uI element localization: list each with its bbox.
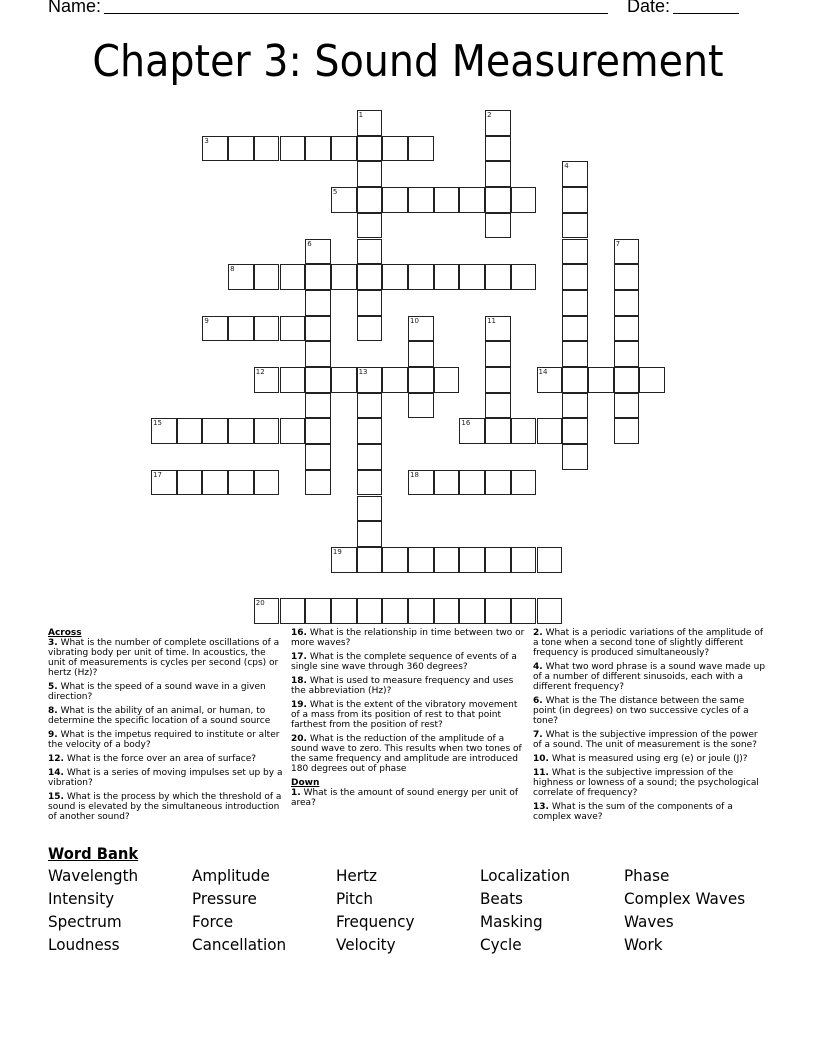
grid-cell[interactable] <box>408 316 434 342</box>
cell-number: 14 <box>538 368 548 376</box>
grid-cell[interactable] <box>408 136 434 162</box>
grid-cell[interactable] <box>459 470 485 496</box>
grid-cell[interactable] <box>562 341 588 367</box>
grid-cell[interactable] <box>357 136 383 162</box>
grid-cell[interactable] <box>408 367 434 393</box>
grid-cell[interactable] <box>357 496 383 522</box>
cell-number: 16 <box>461 419 471 428</box>
clue-across-9: 9. What is the impetus required to institute or alter the velocity of a body? <box>48 730 280 750</box>
grid-cell[interactable] <box>305 341 331 367</box>
clue-across-8: 8. What is the ability of an animal, or human, to determine the specific location of a sound source <box>48 706 271 726</box>
clue-across-17: 17. What is the complete sequence of events of a single sine wave through 360 degrees? <box>291 652 517 672</box>
grid-cell[interactable] <box>485 418 511 444</box>
cell-number: 4 <box>564 162 569 171</box>
grid-cell[interactable] <box>305 444 331 470</box>
grid-cell[interactable] <box>357 290 383 316</box>
grid-cell[interactable] <box>562 290 588 316</box>
name-label: Name: <box>48 0 102 16</box>
grid-cell[interactable] <box>382 547 408 573</box>
grid-cell[interactable] <box>562 213 588 239</box>
grid-cell[interactable] <box>485 393 511 419</box>
grid-cell[interactable] <box>434 470 460 496</box>
grid-cell[interactable] <box>357 418 383 444</box>
cell-number: 19 <box>332 547 342 556</box>
cell-number: 12 <box>255 368 265 376</box>
grid-cell[interactable] <box>357 444 383 470</box>
grid-cell[interactable] <box>305 264 331 290</box>
grid-cell[interactable] <box>254 264 280 290</box>
grid-cell[interactable] <box>511 418 537 444</box>
grid-cell[interactable] <box>331 264 357 290</box>
grid-cell[interactable] <box>537 367 563 393</box>
grid-cell[interactable] <box>357 187 383 213</box>
grid-cell[interactable] <box>305 367 331 393</box>
grid-cell[interactable] <box>228 470 254 496</box>
word-bank-item: Complex Waves <box>624 889 746 908</box>
cell-number: 5 <box>332 188 338 197</box>
grid-cell[interactable] <box>614 367 640 393</box>
word-bank-item: Pitch <box>336 889 374 908</box>
cell-number: 20 <box>255 599 265 608</box>
grid-cell[interactable] <box>511 264 537 290</box>
word-bank-item: Velocity <box>336 935 396 954</box>
grid-cell[interactable] <box>562 367 588 393</box>
grid-cell[interactable] <box>614 393 640 419</box>
word-bank-item: Work <box>624 935 663 954</box>
grid-cell[interactable] <box>177 418 203 444</box>
grid-cell[interactable] <box>434 598 460 624</box>
grid-cell[interactable] <box>408 264 434 290</box>
clue-across-3: 3. What is the number of complete oscillations of a vibrating body per unit of time. In acoustics, the unit of measurements is cycles per second (cps) or hertz (Hz)? <box>48 638 280 678</box>
name-field[interactable] <box>104 13 608 14</box>
word-bank-item: Hertz <box>336 866 377 885</box>
grid-cell[interactable] <box>305 136 331 162</box>
grid-cell[interactable] <box>434 367 460 393</box>
grid-cell[interactable] <box>562 316 588 342</box>
grid-cell[interactable] <box>639 367 665 393</box>
grid-cell[interactable] <box>485 547 511 573</box>
grid-cell[interactable] <box>254 136 280 162</box>
crossword-grid <box>151 110 671 630</box>
grid-cell[interactable] <box>254 470 280 496</box>
grid-cell[interactable] <box>280 316 306 342</box>
cell-number: 17 <box>153 470 162 479</box>
grid-cell[interactable] <box>485 470 511 496</box>
clues-column-1 <box>48 628 283 826</box>
clue-across-20: 20. What is the reduction of the amplitude of a sound wave to zero. This results when two tones of the same frequency and amplitude are introduced 180 degrees out of phase <box>291 734 522 774</box>
word-bank-item: Force <box>192 912 234 931</box>
grid-cell[interactable] <box>408 547 434 573</box>
word-bank-item: Localization <box>480 866 571 885</box>
cell-number: 6 <box>307 239 312 248</box>
grid-cell[interactable] <box>614 316 640 342</box>
grid-cell[interactable] <box>331 547 357 573</box>
grid-cell[interactable] <box>562 161 588 187</box>
word-bank-item: Spectrum <box>48 912 122 931</box>
clue-down-11: 11. What is the subjective impression of the highness or lowness of a sound; the psychological correlate of frequency? <box>533 768 759 798</box>
grid-cell[interactable] <box>357 316 383 342</box>
grid-cell[interactable] <box>202 316 228 342</box>
across-heading: Across <box>48 628 82 638</box>
grid-cell[interactable] <box>459 264 485 290</box>
grid-cell[interactable] <box>485 110 511 136</box>
grid-cell[interactable] <box>382 264 408 290</box>
clue-down-13: 13. What is the sum of the components of a complex wave? <box>533 802 733 822</box>
word-bank-list <box>48 865 778 956</box>
grid-cell[interactable] <box>357 239 383 265</box>
grid-cell[interactable] <box>305 290 331 316</box>
grid-cell[interactable] <box>305 418 331 444</box>
grid-cell[interactable] <box>357 161 383 187</box>
grid-cell[interactable] <box>331 136 357 162</box>
cell-number: 7 <box>615 239 621 248</box>
grid-cell[interactable] <box>151 470 177 496</box>
grid-cell[interactable] <box>511 547 537 573</box>
clue-across-5: 5. What is the speed of a sound wave in a given direction? <box>48 682 266 702</box>
grid-cell[interactable] <box>408 187 434 213</box>
clue-across-15: 15. What is the process by which the threshold of a sound is elevated by the simultaneous introduction of another sound? <box>48 792 282 822</box>
clues-column-2 <box>291 628 526 812</box>
grid-cell[interactable] <box>357 521 383 547</box>
grid-cell[interactable] <box>459 418 485 444</box>
grid-cell[interactable] <box>562 418 588 444</box>
down-heading: Down <box>291 778 320 788</box>
grid-cell[interactable] <box>511 187 537 213</box>
word-bank-item: Frequency <box>336 912 415 931</box>
cell-number: 13 <box>358 368 368 376</box>
grid-cell[interactable] <box>382 136 408 162</box>
cell-number: 3 <box>204 136 209 145</box>
cell-number: 11 <box>487 316 497 325</box>
grid-cell[interactable] <box>331 598 357 624</box>
word-bank-item: Beats <box>480 889 523 908</box>
grid-cell[interactable] <box>280 136 306 162</box>
grid-cell[interactable] <box>357 598 383 624</box>
clue-across-12: 12. What is the force over an area of surface? <box>48 754 257 764</box>
clue-across-14: 14. What is a series of moving impulses set up by a vibration? <box>48 768 283 788</box>
grid-cell[interactable] <box>537 547 563 573</box>
grid-cell[interactable] <box>202 136 228 162</box>
grid-cell[interactable] <box>254 598 280 624</box>
grid-cell[interactable] <box>485 187 511 213</box>
grid-cell[interactable] <box>280 367 306 393</box>
word-bank-item: Wavelength <box>48 866 139 885</box>
grid-cell[interactable] <box>305 598 331 624</box>
grid-cell[interactable] <box>305 239 331 265</box>
grid-cell[interactable] <box>357 547 383 573</box>
clue-across-16: 16. What is the relationship in time between two or more waves? <box>291 628 525 648</box>
clue-down-1: 1. What is the amount of sound energy per unit of area? <box>291 788 519 808</box>
grid-cell[interactable] <box>202 470 228 496</box>
grid-cell[interactable] <box>408 393 434 419</box>
grid-cell[interactable] <box>588 367 614 393</box>
grid-cell[interactable] <box>485 161 511 187</box>
grid-cell[interactable] <box>485 598 511 624</box>
grid-cell[interactable] <box>408 470 434 496</box>
word-bank-item: Waves <box>624 912 674 931</box>
clue-across-19: 19. What is the extent of the vibratory movement of a mass from its position of rest to that point farthest from the position of rest? <box>291 700 518 730</box>
word-bank-item: Cycle <box>480 935 522 954</box>
grid-cell[interactable] <box>228 316 254 342</box>
cell-number: 8 <box>230 265 235 274</box>
grid-cell[interactable] <box>485 367 511 393</box>
grid-cell[interactable] <box>280 264 306 290</box>
grid-cell[interactable] <box>485 316 511 342</box>
grid-cell[interactable] <box>331 367 357 393</box>
grid-cell[interactable] <box>357 470 383 496</box>
grid-cell[interactable] <box>614 264 640 290</box>
clue-down-10: 10. What is measured using erg (e) or joule (J)? <box>533 754 748 764</box>
cell-number: 2 <box>487 111 492 119</box>
grid-cell[interactable] <box>562 239 588 265</box>
grid-cell[interactable] <box>562 187 588 213</box>
grid-cell[interactable] <box>614 290 640 316</box>
date-label: Date: <box>627 0 671 16</box>
word-bank <box>48 844 778 956</box>
grid-cell[interactable] <box>434 187 460 213</box>
grid-cell[interactable] <box>254 367 280 393</box>
grid-cell[interactable] <box>254 316 280 342</box>
grid-cell[interactable] <box>562 393 588 419</box>
grid-cell[interactable] <box>382 187 408 213</box>
grid-cell[interactable] <box>228 418 254 444</box>
grid-cell[interactable] <box>254 418 280 444</box>
grid-cell[interactable] <box>305 393 331 419</box>
grid-cell[interactable] <box>331 187 357 213</box>
grid-cell[interactable] <box>485 264 511 290</box>
grid-cell[interactable] <box>305 316 331 342</box>
clue-down-2: 2. What is a periodic variations of the amplitude of a tone when a second tone of slightly different frequency is produced simultaneously? <box>533 628 764 658</box>
date-field[interactable] <box>673 13 739 14</box>
clue-across-18: 18. What is used to measure frequency and uses the abbreviation (Hz)? <box>291 676 514 696</box>
word-bank-item: Masking <box>480 912 543 931</box>
grid-cell[interactable] <box>357 110 383 136</box>
word-bank-item: Intensity <box>48 889 115 908</box>
grid-cell[interactable] <box>459 547 485 573</box>
grid-cell[interactable] <box>357 367 383 393</box>
clue-down-4: 4. What two word phrase is a sound wave made up of a number of different sinusoids, each with a different frequency? <box>533 662 766 692</box>
grid-cell[interactable] <box>177 470 203 496</box>
grid-cell[interactable] <box>382 367 408 393</box>
grid-cell[interactable] <box>305 470 331 496</box>
grid-cell[interactable] <box>151 418 177 444</box>
grid-cell[interactable] <box>228 264 254 290</box>
grid-cell[interactable] <box>614 239 640 265</box>
grid-cell[interactable] <box>202 418 228 444</box>
grid-cell[interactable] <box>459 598 485 624</box>
grid-cell[interactable] <box>382 598 408 624</box>
grid-cell[interactable] <box>280 418 306 444</box>
cell-number: 18 <box>410 470 419 479</box>
grid-cell[interactable] <box>485 136 511 162</box>
cell-number: 10 <box>410 316 419 325</box>
clues-column-3 <box>533 628 768 826</box>
word-bank-item: Pressure <box>192 889 257 908</box>
grid-cell[interactable] <box>459 187 485 213</box>
word-bank-title: Word Bank <box>48 844 139 863</box>
grid-cell[interactable] <box>562 264 588 290</box>
word-bank-item: Loudness <box>48 935 120 954</box>
grid-cell[interactable] <box>228 136 254 162</box>
grid-cell[interactable] <box>357 213 383 239</box>
grid-cell[interactable] <box>614 341 640 367</box>
grid-cell[interactable] <box>537 598 563 624</box>
grid-cell[interactable] <box>562 444 588 470</box>
grid-cell[interactable] <box>357 393 383 419</box>
grid-cell[interactable] <box>614 418 640 444</box>
clue-down-6: 6. What is the The distance between the same point (in degrees) on two successive cycles of a tone? <box>533 696 749 726</box>
grid-cell[interactable] <box>408 341 434 367</box>
clue-down-7: 7. What is the subjective impression of the power of a sound. The unit of measurement is the sone? <box>533 730 758 750</box>
cell-number: 9 <box>204 316 209 325</box>
word-bank-item: Cancellation <box>192 935 287 954</box>
cell-number: 15 <box>153 419 162 428</box>
grid-cell[interactable] <box>434 547 460 573</box>
word-bank-item: Phase <box>624 866 670 885</box>
grid-cell[interactable] <box>357 264 383 290</box>
grid-cell[interactable] <box>434 264 460 290</box>
grid-cell[interactable] <box>485 213 511 239</box>
grid-cell[interactable] <box>511 598 537 624</box>
grid-cell[interactable] <box>408 598 434 624</box>
page-title: Chapter 3: Sound Measurement <box>92 36 724 87</box>
grid-cell[interactable] <box>511 470 537 496</box>
word-bank-item: Amplitude <box>192 866 270 885</box>
cell-number: 1 <box>358 111 364 119</box>
grid-cell[interactable] <box>485 341 511 367</box>
grid-cell[interactable] <box>537 418 563 444</box>
grid-cell[interactable] <box>280 598 306 624</box>
